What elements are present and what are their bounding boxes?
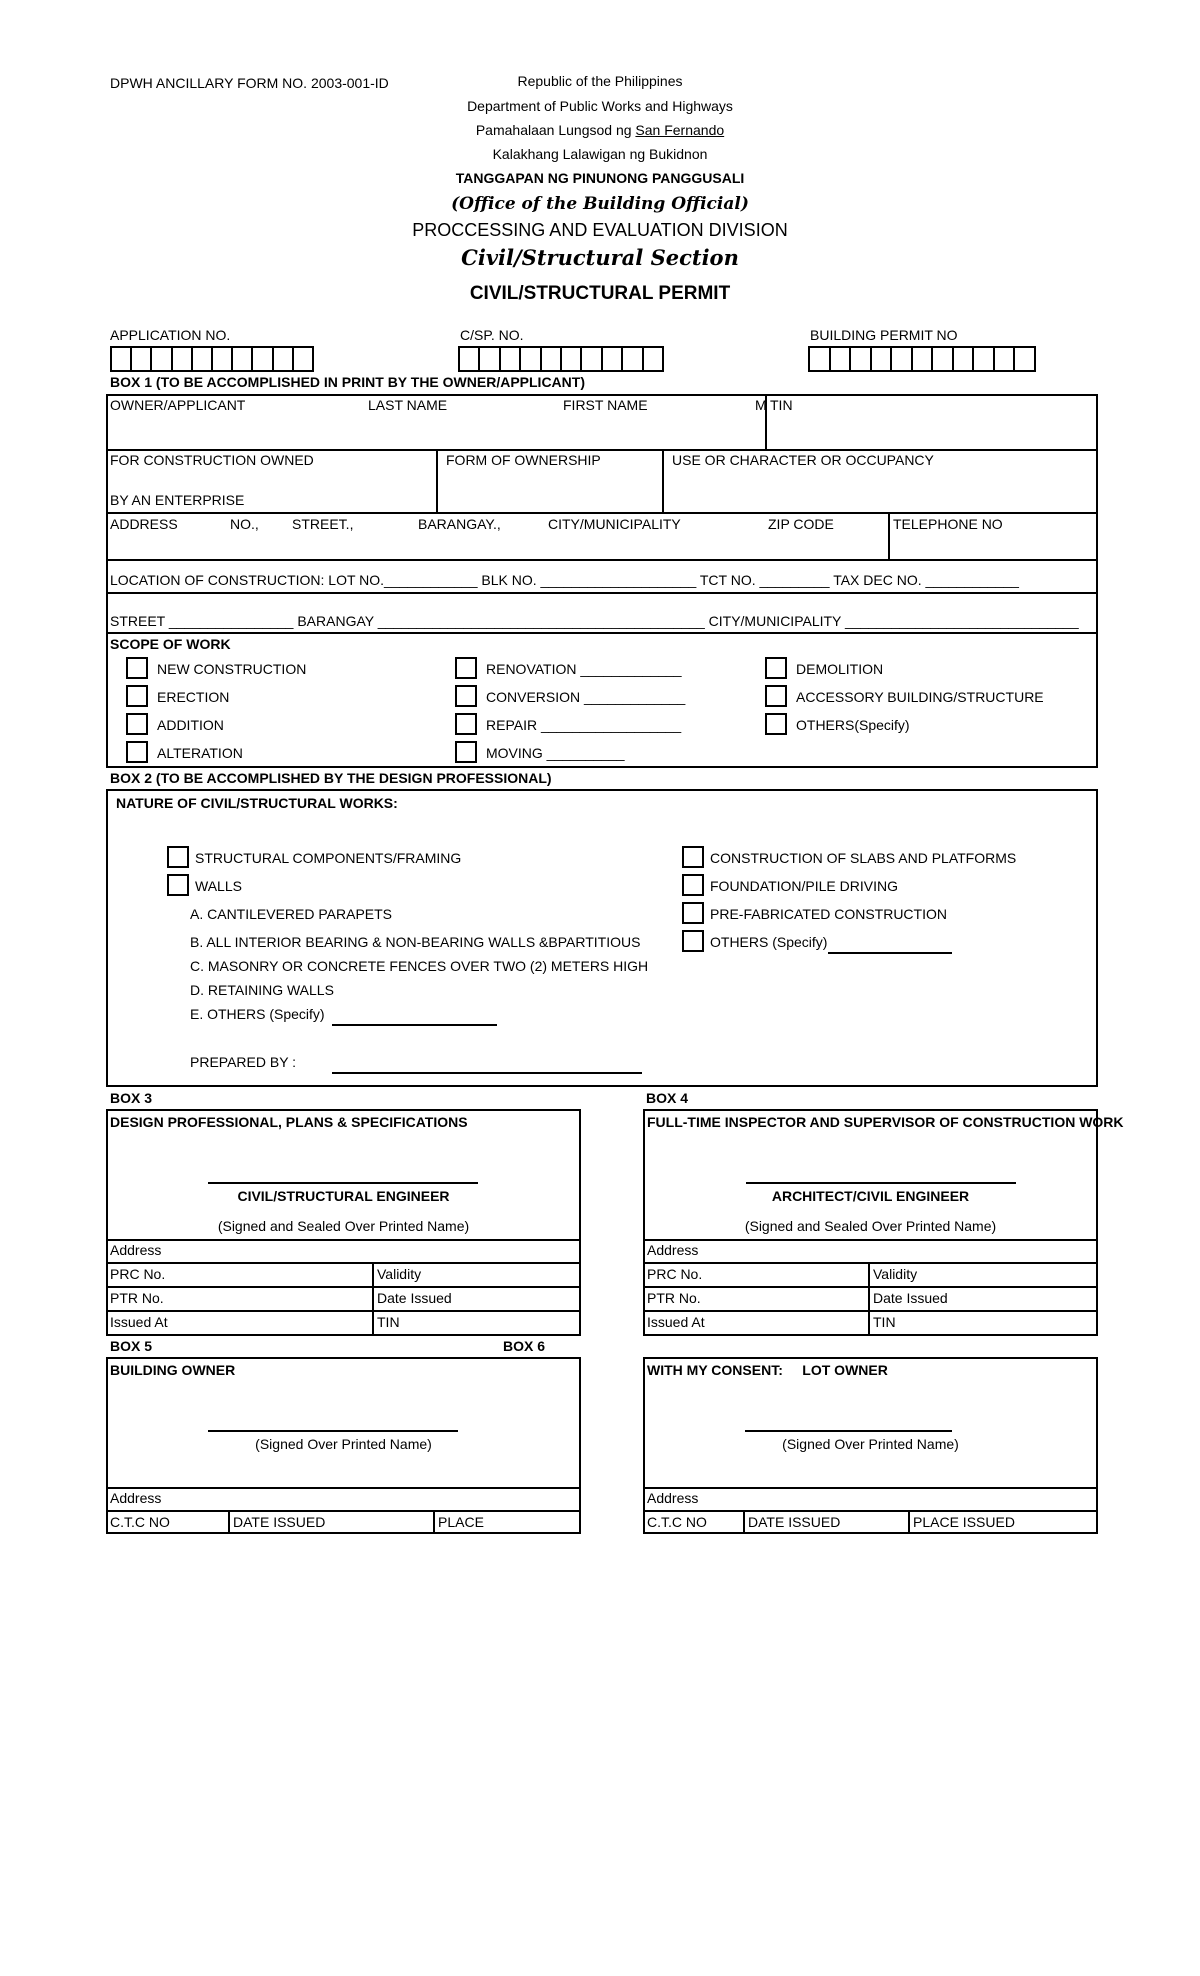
moving-label: MOVING __________ xyxy=(486,745,625,761)
address-barangay-label: BARANGAY., xyxy=(418,516,501,532)
csp-no-input[interactable] xyxy=(458,346,664,372)
prefabricated-label: PRE-FABRICATED CONSTRUCTION xyxy=(710,906,947,922)
application-no-input[interactable] xyxy=(110,346,314,372)
box4-signed-note: (Signed and Sealed Over Printed Name) xyxy=(744,1218,997,1234)
new-construction-checkbox[interactable] xyxy=(126,657,148,679)
permit-title: CIVIL/STRUCTURAL PERMIT xyxy=(469,283,731,304)
form-of-ownership-label: FORM OF OWNERSHIP xyxy=(446,452,601,468)
repair-label: REPAIR __________________ xyxy=(486,717,682,733)
box5-column-divider xyxy=(228,1510,230,1534)
box5-column-divider xyxy=(433,1510,435,1534)
box4-column-divider xyxy=(868,1262,870,1336)
box6-label: BOX 6 xyxy=(503,1338,546,1354)
office-english: (Office of the Building Official) xyxy=(451,194,749,214)
tin-divider xyxy=(765,394,767,450)
row-divider xyxy=(643,1487,1098,1489)
moving-checkbox[interactable] xyxy=(455,741,477,763)
csp-no-label: C/SP. NO. xyxy=(460,327,524,343)
use-divider xyxy=(662,449,664,513)
box5-address-label: Address xyxy=(110,1490,162,1506)
box6-title: WITH MY CONSENT: LOT OWNER xyxy=(647,1362,888,1378)
box5-place-label: PLACE xyxy=(438,1514,484,1530)
telephone-divider xyxy=(888,512,890,560)
box6-place-label: PLACE ISSUED xyxy=(913,1514,1015,1530)
foundation-label: FOUNDATION/PILE DRIVING xyxy=(710,878,898,894)
location-of-construction: LOCATION OF CONSTRUCTION: LOT NO.____________ BLK NO. ____________________ TCT NO. _________ TAX DEC NO. ____________ xyxy=(110,572,1019,588)
row-divider xyxy=(106,632,1098,634)
box5-label: BOX 5 xyxy=(110,1338,153,1354)
walls-checkbox[interactable] xyxy=(167,874,189,896)
slabs-platforms-label: CONSTRUCTION OF SLABS AND PLATFORMS xyxy=(710,850,1017,866)
box6-signature-line[interactable] xyxy=(745,1430,952,1432)
row-divider xyxy=(106,449,1098,451)
lgu-name: San Fernando xyxy=(635,122,725,138)
by-enterprise-label: BY AN ENTERPRISE xyxy=(110,492,245,508)
address-no-label: NO., xyxy=(230,516,259,532)
last-name-label: LAST NAME xyxy=(368,397,448,413)
row-divider xyxy=(643,1510,1098,1512)
row-divider xyxy=(106,1286,581,1288)
ownership-divider xyxy=(436,449,438,513)
address-label: ADDRESS xyxy=(110,516,178,532)
lgu-line xyxy=(0,122,1200,138)
box3-prc-label: PRC No. xyxy=(110,1266,166,1282)
demolition-checkbox[interactable] xyxy=(765,657,787,679)
accessory-building-checkbox[interactable] xyxy=(765,685,787,707)
box3-tin-label: TIN xyxy=(377,1314,400,1330)
slabs-platforms-checkbox[interactable] xyxy=(682,846,704,868)
box2-others-checkbox[interactable] xyxy=(682,930,704,952)
tin-label: TIN xyxy=(770,397,793,413)
renovation-label: RENOVATION _____________ xyxy=(486,661,682,677)
province-line: Kalakhang Lalawigan ng Bukidnon xyxy=(492,146,708,162)
new-construction-label: NEW CONSTRUCTION xyxy=(157,661,307,677)
addition-checkbox[interactable] xyxy=(126,713,148,735)
mi-label: M xyxy=(755,397,767,413)
prepared-by-label: PREPARED BY : xyxy=(190,1054,297,1070)
box3-label: BOX 3 xyxy=(110,1090,153,1106)
box3-ptr-label: PTR No. xyxy=(110,1290,164,1306)
box3-issued-at-label: Issued At xyxy=(110,1314,168,1330)
box5-signature-line[interactable] xyxy=(208,1430,458,1432)
erection-checkbox[interactable] xyxy=(126,685,148,707)
box3-date-issued-label: Date Issued xyxy=(377,1290,452,1306)
conversion-checkbox[interactable] xyxy=(455,685,477,707)
box4-role: ARCHITECT/CIVIL ENGINEER xyxy=(771,1188,970,1204)
right-others-specify-line[interactable] xyxy=(828,952,952,954)
box6-ctc-label: C.T.C NO xyxy=(647,1514,707,1530)
street-barangay-city: STREET ________________ BARANGAY __________________________________________ CITY/MUNICIPALITY ______________________________ xyxy=(110,613,1079,629)
box6-date-issued-label: DATE ISSUED xyxy=(748,1514,841,1530)
row-divider xyxy=(643,1262,1098,1264)
box4-issued-at-label: Issued At xyxy=(647,1314,705,1330)
form-number: DPWH ANCILLARY FORM NO. 2003-001-ID xyxy=(110,75,389,91)
box5-ctc-label: C.T.C NO xyxy=(110,1514,170,1530)
demolition-label: DEMOLITION xyxy=(796,661,884,677)
department-line: Department of Public Works and Highways xyxy=(467,98,733,114)
scope-others-checkbox[interactable] xyxy=(765,713,787,735)
prepared-by-line[interactable] xyxy=(332,1072,642,1074)
row-divider xyxy=(643,1310,1098,1312)
zip-code-label: ZIP CODE xyxy=(768,516,834,532)
box3-validity-label: Validity xyxy=(377,1266,422,1282)
prefabricated-checkbox[interactable] xyxy=(682,902,704,924)
application-no-label: APPLICATION NO. xyxy=(110,327,231,343)
office-tagalog: TANGGAPAN NG PINUNONG PANGGUSALI xyxy=(455,170,745,186)
nature-of-works-title: NATURE OF CIVIL/STRUCTURAL WORKS: xyxy=(116,795,398,811)
row-divider xyxy=(106,559,1098,561)
left-others-specify-line[interactable] xyxy=(332,1024,497,1026)
telephone-label: TELEPHONE NO xyxy=(893,516,1003,532)
scope-of-work-title: SCOPE OF WORK xyxy=(110,636,231,652)
building-permit-no-label: BUILDING PERMIT NO xyxy=(810,327,958,343)
box3-title: DESIGN PROFESSIONAL, PLANS & SPECIFICATIONS xyxy=(110,1114,468,1130)
row-divider xyxy=(106,1310,581,1312)
row-divider xyxy=(106,1239,581,1241)
box4-validity-label: Validity xyxy=(873,1266,918,1282)
box4-address-label: Address xyxy=(647,1242,699,1258)
row-divider xyxy=(643,1239,1098,1241)
box4-title: FULL-TIME INSPECTOR AND SUPERVISOR OF CONSTRUCTION WORK xyxy=(647,1114,1124,1130)
box6-address-label: Address xyxy=(647,1490,699,1506)
accessory-building-label: ACCESSORY BUILDING/STRUCTURE xyxy=(796,689,1044,705)
row-divider xyxy=(106,1262,581,1264)
box4-ptr-label: PTR No. xyxy=(647,1290,701,1306)
box3-address-label: Address xyxy=(110,1242,162,1258)
box1-title: BOX 1 (TO BE ACCOMPLISHED IN PRINT BY THE OWNER/APPLICANT) xyxy=(110,374,585,390)
repair-checkbox[interactable] xyxy=(455,713,477,735)
row-divider xyxy=(643,1286,1098,1288)
republic-line: Republic of the Philippines xyxy=(517,73,683,89)
structural-components-label: STRUCTURAL COMPONENTS/FRAMING xyxy=(195,850,462,866)
box2-title: BOX 2 (TO BE ACCOMPLISHED BY THE DESIGN PROFESSIONAL) xyxy=(110,770,552,786)
row-divider xyxy=(106,1487,581,1489)
alteration-checkbox[interactable] xyxy=(126,741,148,763)
box6-column-divider xyxy=(908,1510,910,1534)
box4-signature-line[interactable] xyxy=(746,1182,1016,1184)
division-line: PROCCESSING AND EVALUATION DIVISION xyxy=(412,220,788,240)
erection-label: ERECTION xyxy=(157,689,230,705)
box3-column-divider xyxy=(372,1262,374,1336)
box2-left-others-label: E. OTHERS (Specify) xyxy=(190,1006,325,1022)
box6-signed-note: (Signed Over Printed Name) xyxy=(782,1436,959,1452)
structural-components-checkbox[interactable] xyxy=(167,846,189,868)
row-divider xyxy=(106,512,1098,514)
box5-signed-note: (Signed Over Printed Name) xyxy=(255,1436,432,1452)
box5-title: BUILDING OWNER xyxy=(110,1362,236,1378)
fences-label: C. MASONRY OR CONCRETE FENCES OVER TWO (2) METERS HIGH xyxy=(190,958,649,974)
construction-owned-label: FOR CONSTRUCTION OWNED xyxy=(110,452,314,468)
cantilevered-parapets-label: A. CANTILEVERED PARAPETS xyxy=(190,906,393,922)
box4-tin-label: TIN xyxy=(873,1314,896,1330)
row-divider xyxy=(106,592,1098,594)
alteration-label: ALTERATION xyxy=(157,745,243,761)
address-street-label: STREET., xyxy=(292,516,354,532)
box5-date-issued-label: DATE ISSUED xyxy=(233,1514,326,1530)
scope-others-label: OTHERS(Specify) xyxy=(796,717,910,733)
interior-walls-label: B. ALL INTERIOR BEARING & NON-BEARING WALLS &BPARTITIOUS xyxy=(190,934,641,950)
building-permit-no-input[interactable] xyxy=(808,346,1036,372)
renovation-checkbox[interactable] xyxy=(455,657,477,679)
box4-label: BOX 4 xyxy=(646,1090,689,1106)
retaining-walls-label: D. RETAINING WALLS xyxy=(190,982,334,998)
box3-signed-note: (Signed and Sealed Over Printed Name) xyxy=(217,1218,470,1234)
owner-applicant-label: OWNER/APPLICANT xyxy=(110,397,246,413)
first-name-label: FIRST NAME xyxy=(563,397,648,413)
conversion-label: CONVERSION _____________ xyxy=(486,689,686,705)
foundation-checkbox[interactable] xyxy=(682,874,704,896)
box4-date-issued-label: Date Issued xyxy=(873,1290,948,1306)
box2-others-label: OTHERS (Specify) xyxy=(710,934,828,950)
row-divider xyxy=(106,1510,581,1512)
addition-label: ADDITION xyxy=(157,717,224,733)
use-or-character-label: USE OR CHARACTER OR OCCUPANCY xyxy=(672,452,934,468)
box3-role: CIVIL/STRUCTURAL ENGINEER xyxy=(237,1188,450,1204)
walls-label: WALLS xyxy=(195,878,242,894)
lgu-prefix: Pamahalaan Lungsod ng xyxy=(475,122,636,138)
address-city-label: CITY/MUNICIPALITY xyxy=(548,516,681,532)
section-title: Civil/Structural Section xyxy=(461,245,739,270)
box3-signature-line[interactable] xyxy=(208,1182,478,1184)
box6-column-divider xyxy=(743,1510,745,1534)
box4-prc-label: PRC No. xyxy=(647,1266,703,1282)
